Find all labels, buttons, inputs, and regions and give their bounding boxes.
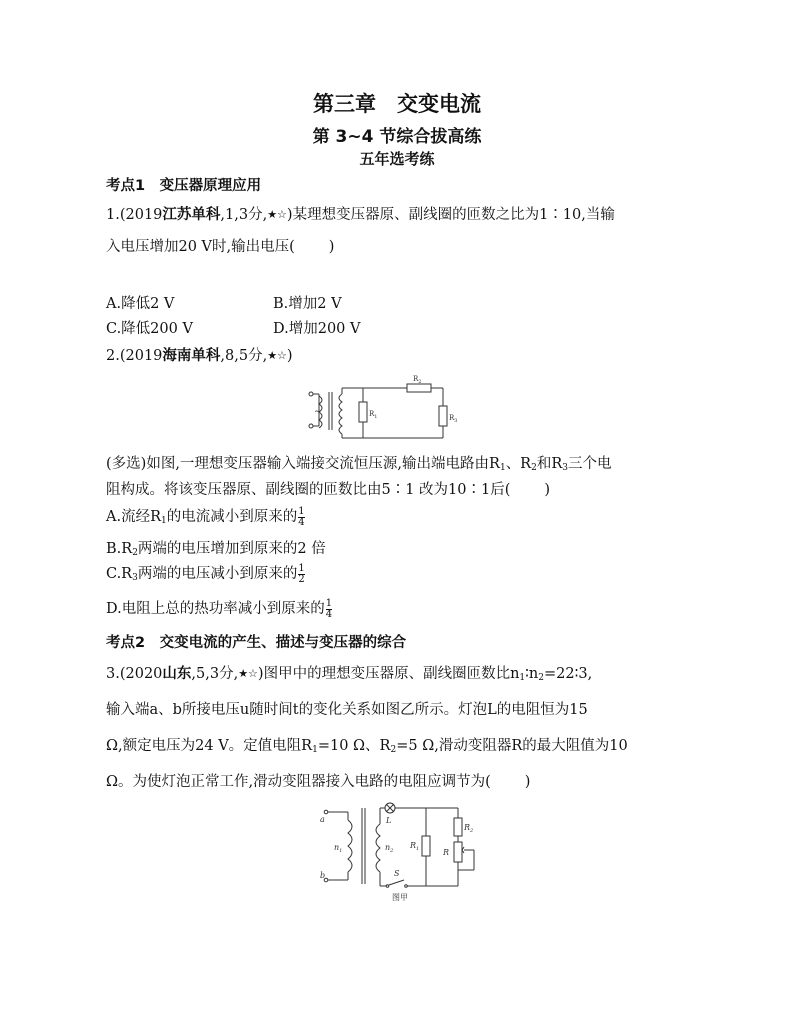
option-b[interactable]: $B.R_2$两端的电压增加到原来的2 倍	[106, 541, 326, 558]
r2-label: $R_2$	[464, 823, 474, 834]
option-d[interactable]: D.电阻上总的热功率减小到原来的 $\frac{1}{4}$	[106, 597, 333, 620]
figure-jia-circuit	[314, 800, 494, 904]
difficulty-stars-icon: ★☆	[238, 667, 258, 680]
question-3-line-2: 输入端a、b所接电压u随时间t的变化关系如图乙所示。灯泡L的电阻恒为15	[106, 702, 588, 718]
difficulty-stars-icon: ★☆	[267, 349, 287, 362]
topic-heading: 考点1 变压器原理应用	[106, 178, 262, 194]
option-c[interactable]: C.降低200 V	[106, 321, 193, 337]
r1-label: $R_1$	[369, 410, 378, 420]
option-a[interactable]: A.降低2 V	[106, 296, 175, 312]
section-title: 第 3~4 节综合拔高练	[312, 127, 482, 147]
fraction: $\frac{1}{4}$	[298, 505, 305, 528]
question-3-line-4: Ω。为使灯泡正常工作,滑动变阻器接入电路的电阻应调节为( )	[106, 774, 531, 790]
transformer-circuit-figure	[305, 372, 465, 448]
question-2-line-1: 2.(2019海南单科,8,5分,★☆)	[106, 348, 293, 364]
question-2-text-line-2: 阻构成。将该变压器原、副线圈的匝数比由5∶1 改为10∶1后( )	[106, 482, 551, 498]
svg-text:~: ~	[314, 407, 322, 417]
question-3-line-3: Ω,额定电压为24 V。定值电阻$R_1=10$ Ω、$R_2=5$ Ω,滑动变阻器R的最大阻值为10	[106, 738, 628, 755]
figure-caption: 图甲	[392, 893, 408, 902]
option-b[interactable]: B.增加2 V	[273, 296, 342, 312]
switch-label: S	[394, 869, 400, 878]
option-c[interactable]: $C.R_3$两端的电压减小到原来的 $\frac{1}{2}$	[106, 562, 305, 585]
terminal-a-label: a	[320, 815, 325, 824]
question-3-line-1: 3.(2020山东,5,3分,★☆)图甲中的理想变压器原、副线圈匝数比$n_1∶n_2=22∶3$,	[106, 666, 593, 683]
r1-label: $R_1$	[410, 841, 420, 852]
lamp-label: L	[386, 816, 392, 825]
topic-heading: 考点2 交变电流的产生、描述与变压器的综合	[106, 635, 407, 651]
option-a[interactable]: A.流经$R_1$的电流减小到原来的 $\frac{1}{4}$	[106, 505, 305, 528]
rheostat-label: R	[443, 848, 450, 857]
question-source: 江苏单科	[162, 207, 221, 223]
fraction: $\frac{1}{4}$	[325, 597, 333, 620]
question-1-line-1: 1.(2019江苏单科,1,3分,★☆)某理想变压器原、副线圈的匝数之比为1∶10,当输	[106, 207, 615, 223]
question-source: 山东	[162, 666, 192, 682]
question-2-text-line-1: (多选)如图,一理想变压器输入端接交流恒压源,输出端电路由$R_1$、$R_2$和$R_3$三个电	[106, 456, 612, 473]
fraction: $\frac{1}{2}$	[298, 562, 305, 585]
difficulty-stars-icon: ★☆	[267, 208, 287, 221]
option-d[interactable]: D.增加200 V	[273, 321, 361, 337]
chapter-title: 第三章 交变电流	[313, 92, 481, 116]
question-source: 海南单科	[162, 348, 221, 364]
r2-label: $R_2$	[413, 375, 422, 385]
terminal-b-label: b	[320, 871, 326, 880]
question-1-line-2: 入电压增加20 V时,输出电压( )	[106, 239, 335, 255]
r3-label: $R_3$	[449, 414, 458, 424]
n1-label: $n_1$	[334, 843, 343, 854]
subtitle: 五年选考练	[359, 150, 435, 168]
n2-label: $n_2$	[385, 843, 394, 854]
